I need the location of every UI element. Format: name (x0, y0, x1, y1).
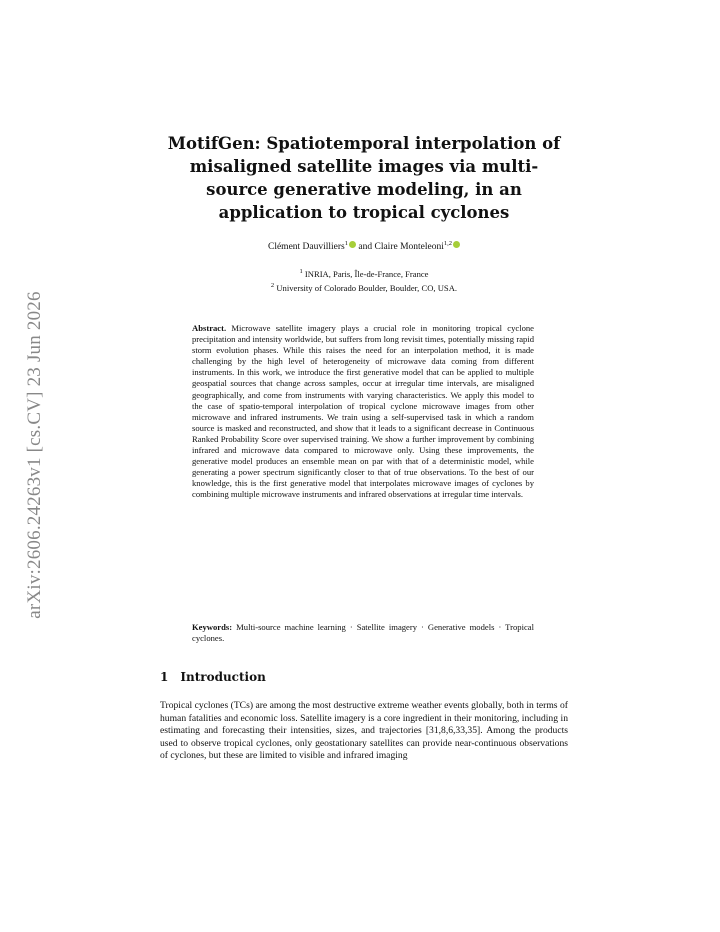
orcid-icon[interactable] (349, 241, 356, 248)
author-name: Claire Monteleoni (374, 242, 444, 253)
abstract (192, 323, 534, 501)
keywords-label: Keywords: (192, 622, 233, 632)
author-name: Clément Dauvilliers (267, 242, 345, 253)
section-title: Introduction (180, 670, 266, 684)
orcid-icon[interactable] (453, 241, 460, 248)
section-heading (160, 670, 266, 684)
author-affil: 1 (344, 240, 349, 247)
arxiv-identifier: arXiv:2606.24263v1 [cs.CV] 23 Jun 2026 (24, 291, 45, 619)
intro-paragraph: Tropical cyclones (TCs) are among the most destructive extreme weather events globally, both in terms of human fatalities and economic loss. Satellite imagery is a core ingredient in their monitoring, including in estimating and forecasting their intensities, sizes, and trajectories [31,8,6,33,35]. Among the products used to observe tropical cyclones, only geostationary satellites can provide near-continuous observations of cyclones, but these are limited to visible and infrared imaging (160, 700, 568, 762)
affil-number: 2 (270, 281, 275, 289)
abstract-text: Microwave satellite imagery plays a crucial role in monitoring tropical cyclone precipitation and intensity worldwide, but suffers from long revisit times, potentially missing rapid storm evolution phases. While this raises the need for an interpolation method, it is made challenging by the high level of heterogeneity of microwave data coming from different instruments. In this work, we introduce the first generative model that can be applied to multiple geospatial sources that change across samples, occur at irregular time intervals, are misaligned geographically, and come from instruments with varying characteristics. We apply this model to the case of spatio-temporal interpolation of tropical cyclone microwave images from other microwave and infrared instruments. We train using a self-supervised task in which a random source is masked and reconstructed, and show that it leads to a significant decrease in Continuous Ranked Probability Score over supervised training. We show a further improvement by combining infrared and microwave data compared to microwave only. Using these improvements, the generative model produces an ensemble mean on par with that of a deterministic model, while generating a power spectrum significantly closer to that of true observations. To the best of our knowledge, this is the first generative model that interpolates microwave images of cyclones by combining multiple microwave instruments and infrared observations at irregular time intervals. (192, 323, 534, 500)
affiliations (160, 266, 568, 294)
affil-number: 1 (299, 268, 303, 275)
author-list (160, 240, 568, 252)
abstract-label: Abstract. (192, 323, 227, 333)
affil-text: INRIA, Paris, Île-de-France, France (304, 268, 429, 279)
affil-text: University of Colorado Boulder, Boulder, CO, USA. (276, 282, 458, 293)
paper-title: MotifGen: Spatiotemporal interpolation of misaligned satellite images via multi-source generative modeling, in an application to tropical cyclones (167, 134, 561, 222)
keywords-text: Multi-source machine learning · Satellite imagery · Generative models · Tropical cyclones. (192, 622, 534, 644)
arxiv-sidebar (20, 260, 50, 650)
affiliation (160, 266, 568, 280)
section-number: 1 (160, 670, 169, 684)
keywords (192, 622, 534, 644)
affiliation (160, 280, 568, 294)
author-affil: 1,2 (443, 240, 452, 247)
author-separator: and (358, 242, 373, 253)
